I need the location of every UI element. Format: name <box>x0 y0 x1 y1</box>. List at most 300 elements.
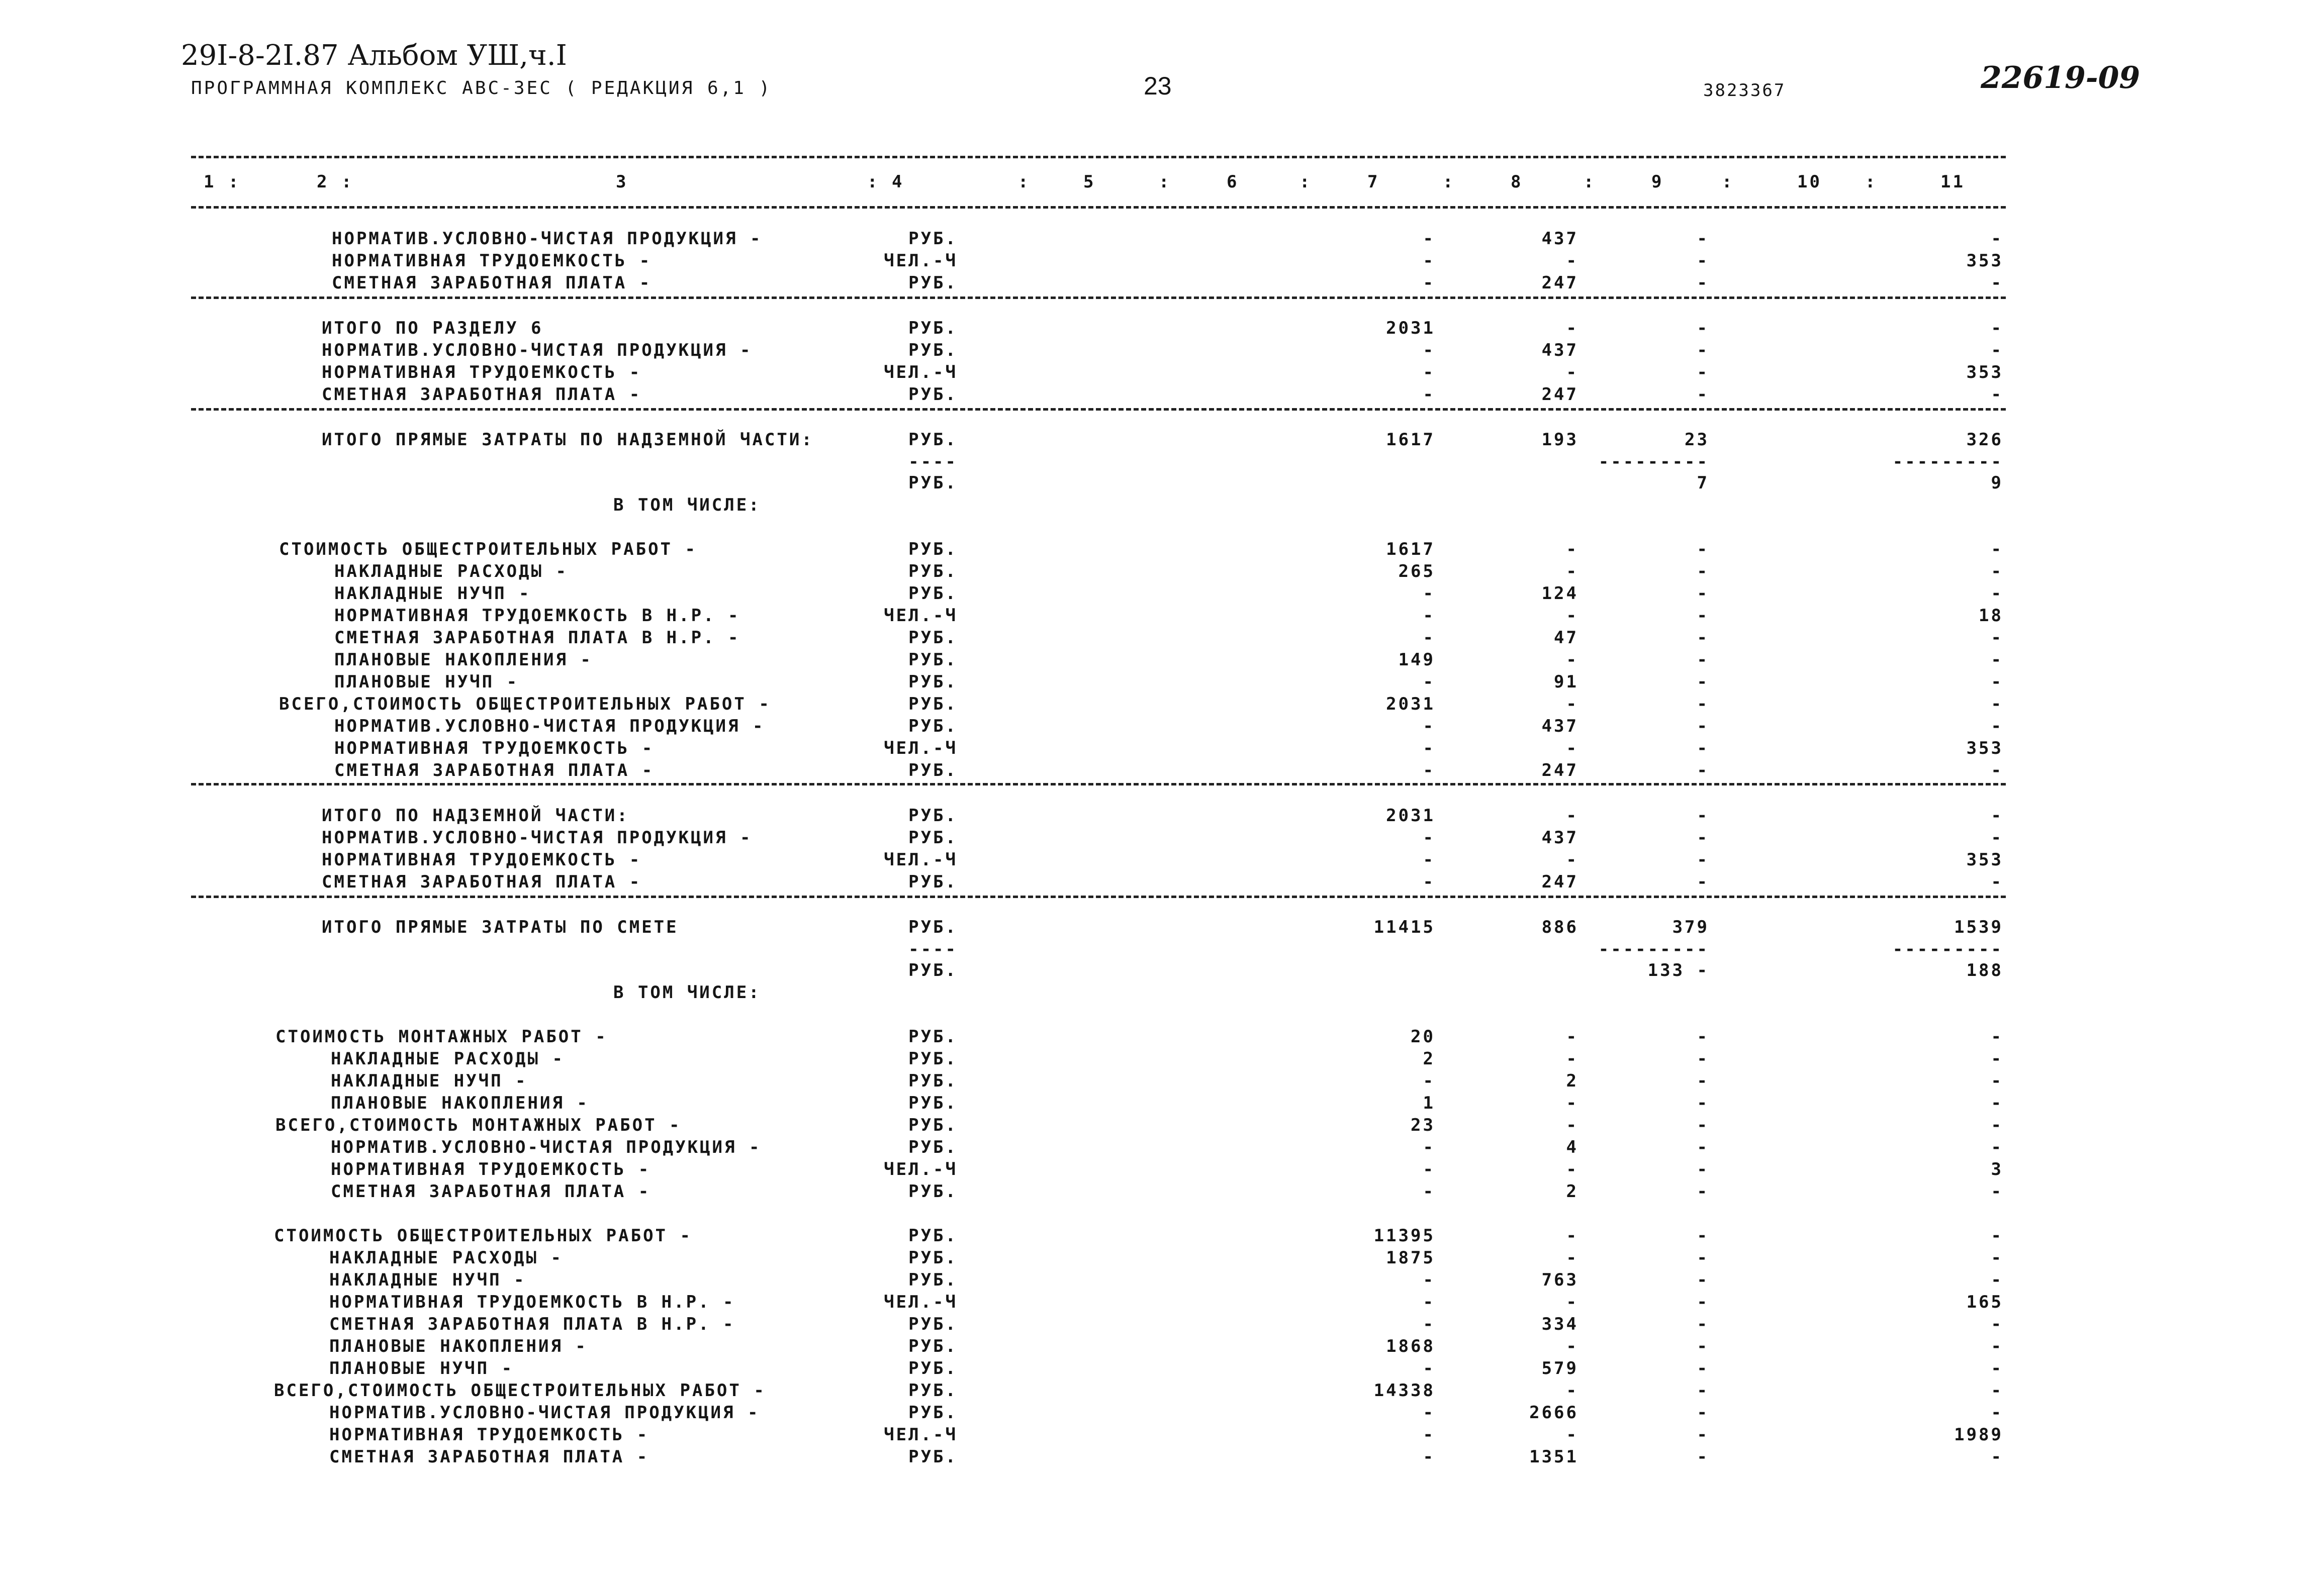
cell-col-11: 188 <box>1966 960 2003 980</box>
cell-col-8: - <box>1566 539 1578 559</box>
row-label: НОРМАТИВНАЯ ТРУДОЕМКОСТЬ В Н.Р. - <box>329 1292 735 1312</box>
cell-col-8: 247 <box>1541 872 1578 892</box>
unit-cell: ЧЕЛ.-Ч <box>884 362 958 382</box>
cell-col-9: 7 <box>1697 473 1709 493</box>
cell-col-8: 437 <box>1541 828 1578 848</box>
cell-col-9: - <box>1697 1071 1709 1091</box>
column-number: 1 : <box>204 172 241 192</box>
cell-col-8: - <box>1566 1292 1578 1312</box>
cell-col-8: - <box>1566 362 1578 382</box>
row-label: ПЛАНОВЫЕ НУЧП - <box>329 1358 514 1378</box>
cell-col-11: - <box>1991 561 2003 581</box>
cell-col-7: - <box>1423 1270 1435 1290</box>
unit-cell: РУБ. <box>908 828 958 848</box>
unit-cell: ЧЕЛ.-Ч <box>884 606 958 626</box>
cell-col-7: - <box>1423 273 1435 293</box>
row-label: ИТОГО ПО РАЗДЕЛУ 6 <box>322 318 543 338</box>
row-label: ПЛАНОВЫЕ НАКОПЛЕНИЯ - <box>331 1093 589 1113</box>
cell-col-9: - <box>1697 251 1709 271</box>
cell-col-11: - <box>1991 1093 2003 1113</box>
cell-col-8: 886 <box>1541 917 1578 937</box>
cell-col-7: - <box>1423 872 1435 892</box>
cell-col-11: - <box>1991 806 2003 826</box>
row-label: НОРМАТИВНАЯ ТРУДОЕМКОСТЬ - <box>331 1159 651 1179</box>
cell-col-11: - <box>1991 1071 2003 1091</box>
column-number: 6 <box>1227 172 1239 192</box>
cell-col-8: - <box>1566 318 1578 338</box>
cell-col-7: 2031 <box>1386 806 1435 826</box>
unit-cell: РУБ. <box>908 806 958 826</box>
unit-cell: РУБ. <box>908 1049 958 1069</box>
unit-cell: РУБ. <box>908 318 958 338</box>
row-label: НАКЛАДНЫЕ НУЧП - <box>329 1270 526 1290</box>
cell-col-8: - <box>1566 1093 1578 1113</box>
cell-col-11: 353 <box>1966 251 2003 271</box>
cell-col-7: - <box>1423 1447 1435 1467</box>
cell-col-8: - <box>1566 1027 1578 1047</box>
cell-col-7: - <box>1423 1425 1435 1445</box>
row-label: НОРМАТИВ.УСЛОВНО-ЧИСТАЯ ПРОДУКЦИЯ - <box>331 1137 762 1157</box>
cell-col-7: - <box>1423 760 1435 780</box>
cell-col-9: - <box>1697 760 1709 780</box>
cell-col-11: - <box>1991 1027 2003 1047</box>
cell-col-8: 2 <box>1566 1181 1578 1202</box>
cell-col-7: - <box>1423 229 1435 249</box>
cell-col-7: - <box>1423 716 1435 736</box>
cell-col-8: 2666 <box>1529 1403 1578 1423</box>
cell-col-7: 265 <box>1398 561 1435 581</box>
cell-col-11: - <box>1991 760 2003 780</box>
cell-col-11: 9 <box>1991 473 2003 493</box>
cell-col-11: - <box>1991 340 2003 360</box>
cell-col-7: - <box>1423 738 1435 758</box>
cell-col-7: - <box>1423 251 1435 271</box>
unit-cell: РУБ. <box>908 430 958 450</box>
unit-cell: РУБ. <box>908 1027 958 1047</box>
unit-cell: РУБ. <box>908 1093 958 1113</box>
cell-col-9: - <box>1697 806 1709 826</box>
cell-col-9: - <box>1697 1270 1709 1290</box>
row-label: ВСЕГО,СТОИМОСТЬ МОНТАЖНЫХ РАБОТ - <box>275 1115 682 1135</box>
column-number: 3 <box>616 172 628 192</box>
cell-col-11: - <box>1991 1336 2003 1356</box>
column-number: 7 <box>1367 172 1380 192</box>
column-number: : 4 <box>867 172 904 192</box>
cell-col-9: - <box>1697 340 1709 360</box>
cell-col-11: - <box>1991 1381 2003 1401</box>
cell-col-8: - <box>1566 650 1578 670</box>
cell-col-8: 4 <box>1566 1137 1578 1157</box>
unit-cell: ЧЕЛ.-Ч <box>884 1292 958 1312</box>
cell-col-9: - <box>1697 229 1709 249</box>
unit-cell: РУБ. <box>908 340 958 360</box>
row-label: ВСЕГО,СТОИМОСТЬ ОБЩЕСТРОИТЕЛЬНЫХ РАБОТ - <box>274 1381 766 1401</box>
unit-cell: РУБ. <box>908 1403 958 1423</box>
cell-col-11: - <box>1991 650 2003 670</box>
column-number: : <box>1722 172 1734 192</box>
cell-col-11: - <box>1991 872 2003 892</box>
cell-col-7: 1875 <box>1386 1248 1435 1268</box>
row-label: НОРМАТИВНАЯ ТРУДОЕМКОСТЬ - <box>332 251 652 271</box>
column-number: 11 <box>1940 172 1965 192</box>
cell-col-9: - <box>1697 716 1709 736</box>
unit-cell: ЧЕЛ.-Ч <box>884 738 958 758</box>
cell-col-7: - <box>1423 1159 1435 1179</box>
cell-col-11: - <box>1991 1115 2003 1135</box>
cell-col-7: - <box>1423 606 1435 626</box>
cell-col-9: - <box>1697 1093 1709 1113</box>
row-label: ИТОГО ПО НАДЗЕМНОЙ ЧАСТИ: <box>322 806 629 826</box>
unit-cell: РУБ. <box>908 1115 958 1135</box>
table-rule <box>191 408 2006 411</box>
unit-cell: РУБ. <box>908 760 958 780</box>
cell-col-11: - <box>1991 1270 2003 1290</box>
cell-col-7: 2031 <box>1386 318 1435 338</box>
cell-col-11: - <box>1991 539 2003 559</box>
cell-col-7: - <box>1423 1358 1435 1378</box>
cell-col-7: - <box>1423 1403 1435 1423</box>
cell-col-7: 14338 <box>1373 1381 1435 1401</box>
unit-cell: РУБ. <box>908 1248 958 1268</box>
unit-cell: РУБ. <box>908 1358 958 1378</box>
cell-col-9: - <box>1697 1292 1709 1312</box>
column-number: 5 <box>1083 172 1096 192</box>
cell-col-9: - <box>1697 738 1709 758</box>
cell-col-8: 247 <box>1541 384 1578 405</box>
cell-col-9: - <box>1697 1358 1709 1378</box>
row-label: НОРМАТИВ.УСЛОВНО-ЧИСТАЯ ПРОДУКЦИЯ - <box>322 340 753 360</box>
column-number: 8 <box>1511 172 1523 192</box>
cell-col-9: - <box>1697 1314 1709 1334</box>
cell-col-8: 334 <box>1541 1314 1578 1334</box>
cell-col-8: - <box>1566 1159 1578 1179</box>
cell-col-7: - <box>1423 362 1435 382</box>
cell-col-9: - <box>1697 650 1709 670</box>
row-label: В ТОМ ЧИСЛЕ: <box>613 495 761 515</box>
row-label: НАКЛАДНЫЕ РАСХОДЫ - <box>329 1248 563 1268</box>
cell-col-9: - <box>1697 1049 1709 1069</box>
cell-col-7: 11415 <box>1373 917 1435 937</box>
cell-col-9: - <box>1697 583 1709 604</box>
cell-col-7: - <box>1423 1292 1435 1312</box>
cell-col-11: - <box>1991 583 2003 604</box>
cell-col-9: - <box>1697 318 1709 338</box>
cell-col-11: 326 <box>1966 430 2003 450</box>
row-label: СМЕТНАЯ ЗАРАБОТНАЯ ПЛАТА В Н.Р. - <box>334 628 740 648</box>
row-label: НОРМАТИВ.УСЛОВНО-ЧИСТАЯ ПРОДУКЦИЯ - <box>329 1403 760 1423</box>
cell-col-11: - <box>1991 716 2003 736</box>
cell-col-11: 18 <box>1979 606 2003 626</box>
cell-col-7: - <box>1423 828 1435 848</box>
cell-col-9: - <box>1697 872 1709 892</box>
cell-col-8: 763 <box>1541 1270 1578 1290</box>
cell-col-7: - <box>1423 340 1435 360</box>
column-number: 2 : <box>317 172 354 192</box>
cell-col-9: - <box>1697 273 1709 293</box>
cell-col-7: 11395 <box>1373 1226 1435 1246</box>
cell-col-9: - <box>1697 672 1709 692</box>
cell-col-9: - <box>1697 1403 1709 1423</box>
unit-cell: РУБ. <box>908 917 958 937</box>
cell-col-9: - <box>1697 1159 1709 1179</box>
unit-cell: РУБ. <box>908 628 958 648</box>
cell-col-9: - <box>1697 1181 1709 1202</box>
cell-col-8: 247 <box>1541 760 1578 780</box>
cell-col-9: - <box>1697 1381 1709 1401</box>
unit-cell: РУБ. <box>908 694 958 714</box>
cell-col-9: - <box>1697 1425 1709 1445</box>
cell-col-8: - <box>1566 806 1578 826</box>
cell-col-11: - <box>1991 1447 2003 1467</box>
cell-col-9: - <box>1697 1226 1709 1246</box>
cell-col-7: - <box>1423 1137 1435 1157</box>
unit-cell: РУБ. <box>908 1226 958 1246</box>
cell-col-9: - <box>1697 628 1709 648</box>
cell-col-8: - <box>1566 1115 1578 1135</box>
cell-col-7: - <box>1423 850 1435 870</box>
cell-col-11: - <box>1991 694 2003 714</box>
cell-col-7: 2031 <box>1386 694 1435 714</box>
row-label: СМЕТНАЯ ЗАРАБОТНАЯ ПЛАТА - <box>322 384 642 405</box>
row-label: СМЕТНАЯ ЗАРАБОТНАЯ ПЛАТА - <box>332 273 652 293</box>
cell-col-7: 149 <box>1398 650 1435 670</box>
column-number: 9 <box>1651 172 1664 192</box>
column-number: : <box>1299 172 1312 192</box>
cell-col-7: - <box>1423 1314 1435 1334</box>
row-label: СТОИМОСТЬ ОБЩЕСТРОИТЕЛЬНЫХ РАБОТ - <box>274 1226 692 1246</box>
cell-col-8: 193 <box>1541 430 1578 450</box>
handwritten-stamp: 22619-09 <box>1981 60 2141 95</box>
document-code: 29I-8-2I.87 Альбом УШ,ч.I <box>181 39 567 72</box>
unit-cell: РУБ. <box>908 583 958 604</box>
cell-col-9: - <box>1697 1248 1709 1268</box>
cell-col-8: 124 <box>1541 583 1578 604</box>
cell-col-8: 437 <box>1541 229 1578 249</box>
row-label: СМЕТНАЯ ЗАРАБОТНАЯ ПЛАТА - <box>334 760 655 780</box>
unit-cell: РУБ. <box>908 539 958 559</box>
row-label: НОРМАТИВ.УСЛОВНО-ЧИСТАЯ ПРОДУКЦИЯ - <box>332 229 763 249</box>
unit-cell: ---- <box>908 939 958 959</box>
cell-col-9: - <box>1697 384 1709 405</box>
cell-col-11: - <box>1991 318 2003 338</box>
unit-cell: РУБ. <box>908 650 958 670</box>
row-label: В ТОМ ЧИСЛЕ: <box>613 982 761 1003</box>
cell-col-9: --------- <box>1598 939 1709 959</box>
unit-cell: РУБ. <box>908 872 958 892</box>
cell-col-9: - <box>1697 561 1709 581</box>
table-rule <box>191 783 2006 785</box>
cell-col-9: - <box>1697 1115 1709 1135</box>
row-label: СТОИМОСТЬ ОБЩЕСТРОИТЕЛЬНЫХ РАБОТ - <box>279 539 697 559</box>
cell-col-11: 353 <box>1966 362 2003 382</box>
cell-col-9: - <box>1697 828 1709 848</box>
cell-col-11: - <box>1991 828 2003 848</box>
table-rule <box>191 156 2006 158</box>
cell-col-7: - <box>1423 1181 1435 1202</box>
cell-col-9: - <box>1697 1137 1709 1157</box>
cell-col-11: 3 <box>1991 1159 2003 1179</box>
row-label: СТОИМОСТЬ МОНТАЖНЫХ РАБОТ - <box>275 1027 608 1047</box>
row-label: СМЕТНАЯ ЗАРАБОТНАЯ ПЛАТА - <box>322 872 642 892</box>
cell-col-9: - <box>1697 850 1709 870</box>
cell-col-9: - <box>1697 362 1709 382</box>
cell-col-8: - <box>1566 694 1578 714</box>
cell-col-7: - <box>1423 672 1435 692</box>
cell-col-11: --------- <box>1892 939 2003 959</box>
cell-col-11: - <box>1991 384 2003 405</box>
row-label: ИТОГО ПРЯМЫЕ ЗАТРАТЫ ПО НАДЗЕМНОЙ ЧАСТИ: <box>322 430 814 450</box>
cell-col-11: 353 <box>1966 850 2003 870</box>
row-label: ПЛАНОВЫЕ НАКОПЛЕНИЯ - <box>334 650 593 670</box>
cell-col-9: 379 <box>1672 917 1709 937</box>
unit-cell: ЧЕЛ.-Ч <box>884 1425 958 1445</box>
row-label: НАКЛАДНЫЕ РАСХОДЫ - <box>334 561 568 581</box>
unit-cell: РУБ. <box>908 473 958 493</box>
unit-cell: РУБ. <box>908 1336 958 1356</box>
cell-col-7: - <box>1423 1071 1435 1091</box>
cell-col-8: - <box>1566 1336 1578 1356</box>
row-label: НОРМАТИВНАЯ ТРУДОЕМКОСТЬ - <box>334 738 655 758</box>
unit-cell: РУБ. <box>908 561 958 581</box>
cell-col-8: - <box>1566 1049 1578 1069</box>
row-label: ПЛАНОВЫЕ НАКОПЛЕНИЯ - <box>329 1336 588 1356</box>
unit-cell: РУБ. <box>908 273 958 293</box>
cell-col-11: - <box>1991 1358 2003 1378</box>
unit-cell: ЧЕЛ.-Ч <box>884 251 958 271</box>
cell-col-8: - <box>1566 251 1578 271</box>
row-label: СМЕТНАЯ ЗАРАБОТНАЯ ПЛАТА В Н.Р. - <box>329 1314 735 1334</box>
cell-col-11: - <box>1991 1314 2003 1334</box>
row-label: ПЛАНОВЫЕ НУЧП - <box>334 672 519 692</box>
cell-col-7: 1617 <box>1386 430 1435 450</box>
cell-col-8: 437 <box>1541 716 1578 736</box>
cell-col-11: - <box>1991 1049 2003 1069</box>
unit-cell: РУБ. <box>908 1270 958 1290</box>
cell-col-8: - <box>1566 738 1578 758</box>
unit-cell: РУБ. <box>908 1181 958 1202</box>
table-rule <box>191 896 2006 898</box>
row-label: НОРМАТИВ.УСЛОВНО-ЧИСТАЯ ПРОДУКЦИЯ - <box>322 828 753 848</box>
document-number: 3823367 <box>1703 80 1786 101</box>
cell-col-11: - <box>1991 1248 2003 1268</box>
cell-col-8: - <box>1566 850 1578 870</box>
unit-cell: РУБ. <box>908 229 958 249</box>
cell-col-8: - <box>1566 1226 1578 1246</box>
row-label: СМЕТНАЯ ЗАРАБОТНАЯ ПЛАТА - <box>329 1447 649 1467</box>
cell-col-11: - <box>1991 672 2003 692</box>
cell-col-8: 247 <box>1541 273 1578 293</box>
cell-col-9: --------- <box>1598 452 1709 472</box>
cell-col-7: - <box>1423 628 1435 648</box>
unit-cell: РУБ. <box>908 672 958 692</box>
program-title: ПРОГРАММНАЯ КОМПЛЕКС АВС-3ЕС ( РЕДАКЦИЯ 6,1 ) <box>191 78 772 98</box>
row-label: НАКЛАДНЫЕ РАСХОДЫ - <box>331 1049 565 1069</box>
row-label: СМЕТНАЯ ЗАРАБОТНАЯ ПЛАТА - <box>331 1181 651 1202</box>
row-label: НАКЛАДНЫЕ НУЧП - <box>331 1071 528 1091</box>
cell-col-11: --------- <box>1892 452 2003 472</box>
row-label: ИТОГО ПРЯМЫЕ ЗАТРАТЫ ПО СМЕТЕ <box>322 917 679 937</box>
column-number: : <box>1584 172 1596 192</box>
cell-col-11: 165 <box>1966 1292 2003 1312</box>
column-number: : <box>1159 172 1171 192</box>
unit-cell: РУБ. <box>908 1137 958 1157</box>
cell-col-9: - <box>1697 1027 1709 1047</box>
cell-col-9: - <box>1697 1336 1709 1356</box>
cell-col-8: - <box>1566 606 1578 626</box>
row-label: НОРМАТИВ.УСЛОВНО-ЧИСТАЯ ПРОДУКЦИЯ - <box>334 716 765 736</box>
cell-col-8: - <box>1566 1425 1578 1445</box>
cell-col-9: 133 - <box>1647 960 1709 980</box>
unit-cell: РУБ. <box>908 1447 958 1467</box>
cell-col-8: - <box>1566 1248 1578 1268</box>
cell-col-11: 1539 <box>1954 917 2003 937</box>
cell-col-9: - <box>1697 694 1709 714</box>
row-label: НАКЛАДНЫЕ НУЧП - <box>334 583 531 604</box>
cell-col-9: - <box>1697 606 1709 626</box>
cell-col-9: - <box>1697 1447 1709 1467</box>
cell-col-8: - <box>1566 561 1578 581</box>
cell-col-11: - <box>1991 1181 2003 1202</box>
cell-col-7: 1617 <box>1386 539 1435 559</box>
column-number: : <box>1865 172 1878 192</box>
cell-col-8: 579 <box>1541 1358 1578 1378</box>
cell-col-7: 1 <box>1423 1093 1435 1113</box>
cell-col-11: - <box>1991 1403 2003 1423</box>
cell-col-7: - <box>1423 384 1435 405</box>
cell-col-11: - <box>1991 273 2003 293</box>
row-label: ВСЕГО,СТОИМОСТЬ ОБЩЕСТРОИТЕЛЬНЫХ РАБОТ - <box>279 694 771 714</box>
cell-col-7: 2 <box>1423 1049 1435 1069</box>
cell-col-9: 23 <box>1685 430 1709 450</box>
cell-col-11: - <box>1991 628 2003 648</box>
cell-col-11: - <box>1991 229 2003 249</box>
column-number: : <box>1443 172 1455 192</box>
row-label: НОРМАТИВНАЯ ТРУДОЕМКОСТЬ - <box>329 1425 649 1445</box>
cell-col-11: - <box>1991 1226 2003 1246</box>
page-number: 23 <box>1144 72 1172 100</box>
cell-col-8: 2 <box>1566 1071 1578 1091</box>
cell-col-8: - <box>1566 1381 1578 1401</box>
cell-col-7: 1868 <box>1386 1336 1435 1356</box>
row-label: НОРМАТИВНАЯ ТРУДОЕМКОСТЬ В Н.Р. - <box>334 606 740 626</box>
table-rule <box>191 297 2006 299</box>
column-number: : <box>1018 172 1031 192</box>
cell-col-11: - <box>1991 1137 2003 1157</box>
unit-cell: РУБ. <box>908 1381 958 1401</box>
unit-cell: РУБ. <box>908 716 958 736</box>
row-label: НОРМАТИВНАЯ ТРУДОЕМКОСТЬ - <box>322 362 642 382</box>
unit-cell: ЧЕЛ.-Ч <box>884 850 958 870</box>
cell-col-7: 20 <box>1411 1027 1435 1047</box>
unit-cell: РУБ. <box>908 384 958 405</box>
unit-cell: РУБ. <box>908 960 958 980</box>
cell-col-8: 47 <box>1554 628 1578 648</box>
cell-col-9: - <box>1697 539 1709 559</box>
cell-col-8: 1351 <box>1529 1447 1578 1467</box>
cell-col-8: 437 <box>1541 340 1578 360</box>
unit-cell: ЧЕЛ.-Ч <box>884 1159 958 1179</box>
column-number: 10 <box>1797 172 1822 192</box>
cell-col-7: 23 <box>1411 1115 1435 1135</box>
cell-col-11: 1989 <box>1954 1425 2003 1445</box>
cell-col-11: 353 <box>1966 738 2003 758</box>
unit-cell: РУБ. <box>908 1071 958 1091</box>
row-label: НОРМАТИВНАЯ ТРУДОЕМКОСТЬ - <box>322 850 642 870</box>
unit-cell: РУБ. <box>908 1314 958 1334</box>
cell-col-8: 91 <box>1554 672 1578 692</box>
cell-col-7: - <box>1423 583 1435 604</box>
unit-cell: ---- <box>908 452 958 472</box>
